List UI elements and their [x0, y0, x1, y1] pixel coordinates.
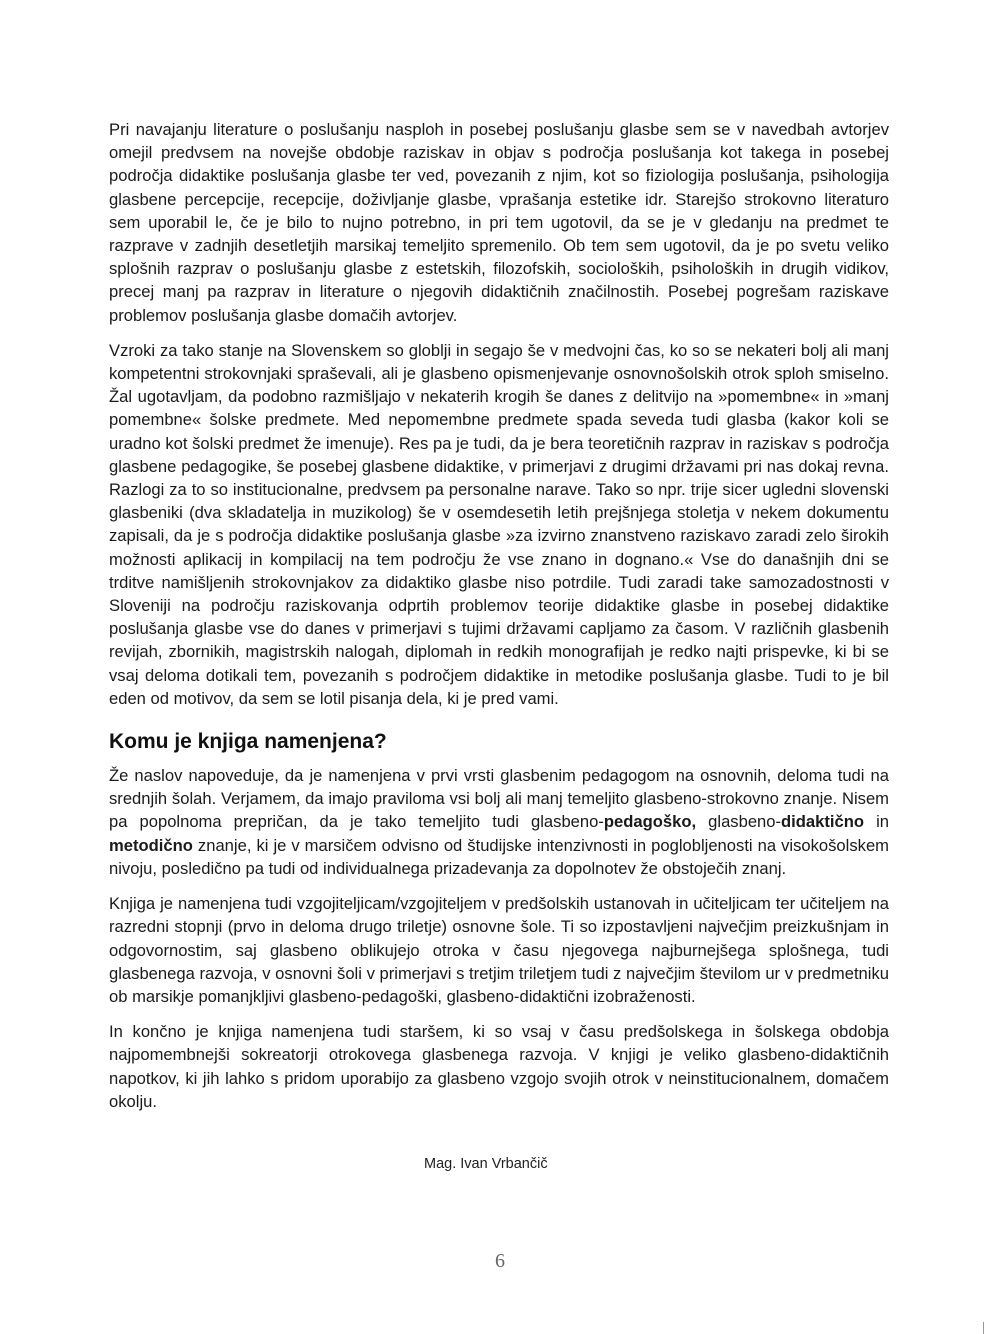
page-body — [109, 118, 889, 1125]
bold-term-didakticno: didaktično — [781, 812, 865, 832]
edge-mark — [983, 1322, 984, 1334]
section-heading: Komu je knjiga namenjena? — [109, 730, 387, 754]
author-signature: Mag. Ivan Vrbančič — [424, 1156, 548, 1172]
paragraph-audience-preschool: Knjiga je namenjena tudi vzgojiteljicam/vzgojiteljem v predšolskih ustanovah in učiteljicam ter učiteljem na razredni stopnji (prvo in deloma drugo triletje) osnovne šole. Ti so izpostavljeni največjim preizkušnjam in odgovornostim, saj glasbeno oblikujejo otroka v času njegovega najburnejšega splošnega, tudi glasbenega razvoja, v osnovni šoli v primerjavi s tretjim triletjem tudi z največjim številom ur v predmetniku ob marsikje pomanjkljivi glasbeno-pedagoški, glasbeno-didaktični izobraženosti. — [109, 894, 889, 1006]
bold-term-metodicno: metodično — [109, 835, 193, 855]
text-run: in — [864, 812, 889, 832]
text-run: znanje, ki je v marsičem odvisno od študijske intenzivnosti in poglobljenosti na visokošolskem nivoju, posledično pa tudi od individualnega prizadevanja za dopolnotev že obstoječih znanj. — [109, 835, 889, 878]
paragraph-audience-teachers — [109, 764, 889, 880]
paragraph-literature: Pri navajanju literature o poslušanju nasploh in posebej poslušanju glasbe sem se v navedbah avtorjev omejil predvsem na novejše obdobje raziskav in objav s področja poslušanja kot takega in posebej področja didaktike poslušanja glasbe ter ved, povezanih z njim, kot so fiziologija poslušanja, psihologija glasbene percepcije, recepcije, doživljanje glasbe, vprašanja estetike idr. Starejšo strokovno literaturo sem uporabil le, če je bilo to nujno potrebno, in pri tem ugotovil, da se je v gledanju na predmet te razprave v zadnjih desetletjih marsikaj temeljito spremenilo. Ob tem sem ugotovil, da je po svetu veliko splošnih razprav o poslušanju glasbe z estetskih, filozofskih, socioloških, psiholoških in drugih vidikov, precej manj pa razprav in literature o njegovih didaktičnih značilnostih. Posebej pogrešam raziskave problemov poslušanja glasbe domačih avtorjev. — [109, 120, 889, 325]
text-run: Že naslov napoveduje, da je namenjena v prvi vrsti glasbenim pedagogom na osnovnih, deloma tudi na srednjih šolah. Verjamem, da imajo praviloma vsi bolj ali manj temeljito glasbeno-strokovno znanje. Nisem pa popolnoma prepričan, da je tako temeljito tudi glasbeno- — [109, 766, 889, 832]
paragraph-audience-parents: In končno je knjiga namenjena tudi staršem, ki so vsaj v času predšolskega in šolskega obdobja najpomembnejši sokreatorji otrokovega glasbenega razvoja. V knjigi je veliko glasbeno-didaktičnih napotkov, ki jih lahko s pridom uporabijo za glasbeno vzgojo svojih otrok v neinstitucionalnem, domačem okolju. — [109, 1022, 889, 1111]
text-run: glasbeno- — [696, 812, 782, 832]
page-number: 6 — [495, 1250, 505, 1272]
paragraph-reasons: Vzroki za tako stanje na Slovenskem so globlji in segajo še v medvojni čas, ko so se nekateri bolj ali manj kompetentni strokovnjaki spraševali, ali je glasbeno opismenjevanje osnovnošolskih otrok sploh smiselno. Žal ugotavljam, da podobno razmišljajo v nekaterih krogih še danes z delitvijo na »pomembne« in »manj pomembne« šolske predmete. Med nepomembne predmete spada seveda tudi glasba (kakor koli se uradno kot šolski predmet že imenuje). Res pa je tudi, da je bera teoretičnih razprav in raziskav s področja glasbene pedagogike, še posebej glasbene didaktike, v primerjavi z drugimi državami pri nas dokaj revna. Razlogi za to so institucionalne, predvsem pa personalne narave. Tako so npr. trije sicer ugledni slovenski glasbeniki (dva skladatelja in muzikolog) še v osemdesetih letih prejšnjega stoletja v nekem dokumentu zapisali, da je s področja didaktike poslušanja glasbe »za izvirno znanstveno raziskavo zaradi zelo širokih možnosti aplikacij in kompilacij na tem področju že vse znano in dognano.« Vse do današnjih dni se trditve namišljenih strokovnjakov za didaktiko glasbe niso potrdile. Tudi zaradi take samozadostnosti v Sloveniji na področju raziskovanja odprtih problemov teorije didaktike glasbe in posebej didaktike poslušanja glasbe vse do danes v primerjavi s tujimi državami capljamo za časom. V različnih glasbenih revijah, zbornikih, magistrskih nalogah, diplomah in redkih monografijah je redko najti prispevke, ki bi se vsaj deloma dotikali tem, povezanih s področjem didaktike in metodike poslušanja glasbe. Tudi to je bil eden od motivov, da sem se lotil pisanja dela, ki je pred vami. — [109, 340, 889, 708]
bold-term-pedagosko: pedagoško, — [603, 812, 697, 832]
